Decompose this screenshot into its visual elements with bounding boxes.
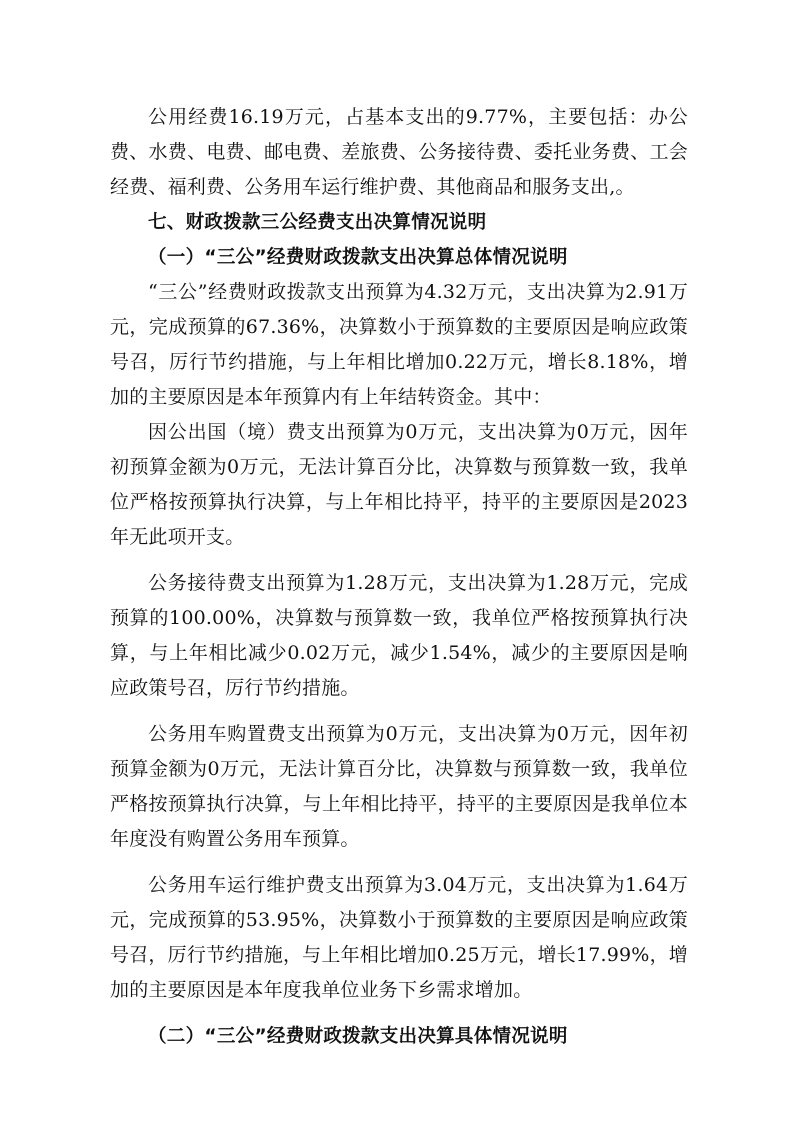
document-page bbox=[110, 100, 688, 1054]
paragraph-overall-summary: “三公”经费财政拨款支出预算为4.32万元，支出决算为2.91万元，完成预算的67.36%，决算数小于预算数的主要原因是响应政策号召，厉行节约措施，与上年相比增加0.22万元，增长8.18%，增加的主要原因是本年预算内有上年结转资金。其中： bbox=[110, 281, 688, 408]
subsection-heading-overall: （一）“三公”经费财政拨款支出决算总体情况说明 bbox=[148, 247, 568, 268]
paragraph-vehicle-maintenance: 公务用车运行维护费支出预算为3.04万元，支出决算为1.64万元，完成预算的53.95%，决算数小于预算数的主要原因是响应政策号召，厉行节约措施，与上年相比增加0.25万元，增长17.99%，增加的主要原因是本年度我单位业务下乡需求增加。 bbox=[110, 874, 688, 1001]
paragraph-overseas-travel: 因公出国（境）费支出预算为0万元，支出决算为0万元，因年初预算金额为0万元，无法计算百分比，决算数与预算数一致，我单位严格按预算执行决算，与上年相比持平，持平的主要原因是2023年无此项开支。 bbox=[110, 421, 688, 548]
paragraph-public-expenses: 公用经费16.19万元，占基本支出的9.77%，主要包括：办公费、水费、电费、邮电费、差旅费、公务接待费、委托业务费、工会经费、福利费、公务用车运行维护费、其他商品和服务支出,。 bbox=[110, 106, 688, 198]
paragraph-vehicle-purchase: 公务用车购置费支出预算为0万元，支出决算为0万元，因年初预算金额为0万元，无法计算百分比，决算数与预算数一致，我单位严格按预算执行决算，与上年相比持平，持平的主要原因是我单位本年度没有购置公务用车预算。 bbox=[110, 723, 688, 850]
subsection-heading-specific: （二）“三公”经费财政拨款支出决算具体情况说明 bbox=[148, 1026, 568, 1047]
paragraph-official-reception: 公务接待费支出预算为1.28万元，支出决算为1.28万元，完成预算的100.00%，决算数与预算数一致，我单位严格按预算执行决算，与上年相比减少0.02万元，减少1.54%，减少的主要原因是响应政策号召，厉行节约措施。 bbox=[110, 572, 688, 699]
section-heading-three-public-expenses: 七、财政拨款三公经费支出决算情况说明 bbox=[148, 212, 487, 233]
